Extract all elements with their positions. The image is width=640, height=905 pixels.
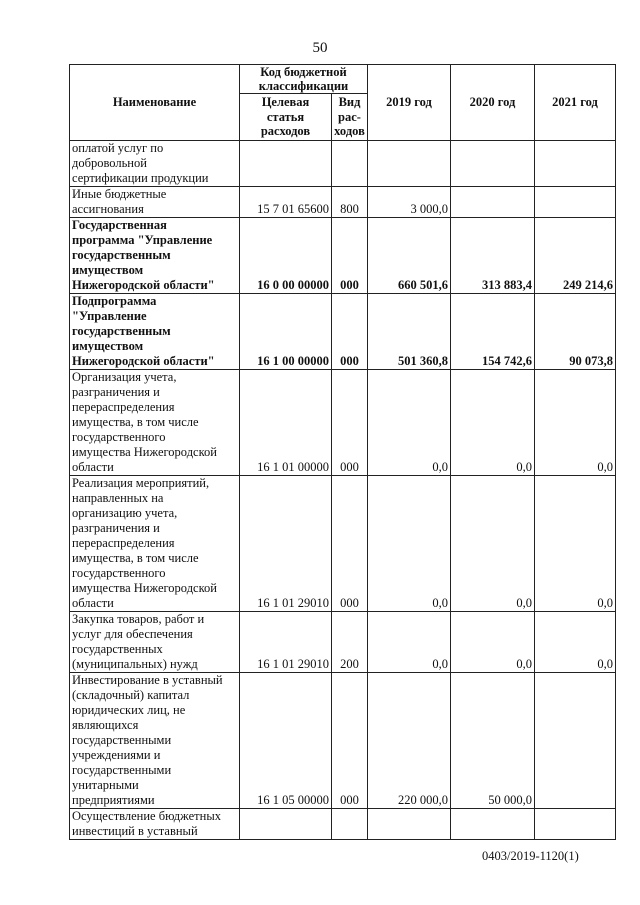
row-2020-cell: 0,0 (451, 476, 535, 612)
row-2021-cell: 0,0 (535, 612, 616, 673)
row-expense-type-cell (332, 809, 368, 840)
table-row (70, 809, 616, 840)
row-expense-type-cell: 800 (332, 187, 368, 218)
row-2021-cell: 0,0 (535, 370, 616, 476)
header-target: Целевая статья расходов (240, 94, 332, 141)
row-target-code-cell: 16 0 00 00000 (240, 218, 332, 294)
row-expense-type-cell: 000 (332, 673, 368, 809)
row-target-code-cell: 15 7 01 65600 (240, 187, 332, 218)
table-row (70, 187, 616, 218)
table-row (70, 294, 616, 370)
table-row (70, 673, 616, 809)
row-expense-type-cell: 000 (332, 218, 368, 294)
row-2019-cell: 501 360,8 (368, 294, 451, 370)
row-name-cell: Реализация мероприятий, направленных на организацию учета, разграничения и перераспределения имущества, в том числе государственного имущества Нижегородской области (70, 476, 240, 612)
row-2021-cell: 249 214,6 (535, 218, 616, 294)
row-expense-type-cell: 000 (332, 476, 368, 612)
header-2020: 2020 год (451, 65, 535, 141)
row-expense-type-cell: 000 (332, 294, 368, 370)
table-row (70, 141, 616, 187)
row-expense-type-cell: 000 (332, 370, 368, 476)
row-2020-cell (451, 141, 535, 187)
row-name-cell: Закупка товаров, работ и услуг для обеспечения государственных (муниципальных) нужд (70, 612, 240, 673)
header-2019: 2019 год (368, 65, 451, 141)
row-target-code-cell: 16 1 01 00000 (240, 370, 332, 476)
row-2019-cell: 0,0 (368, 476, 451, 612)
budget-table (69, 64, 616, 840)
row-2021-cell (535, 673, 616, 809)
row-2019-cell: 3 000,0 (368, 187, 451, 218)
row-target-code-cell: 16 1 01 29010 (240, 476, 332, 612)
header-kbk: Код бюджетной классификации (240, 65, 368, 94)
row-name-cell: Государственная программа "Управление государственным имуществом Нижегородской области" (70, 218, 240, 294)
row-name-cell: Подпрограмма "Управление государственным имуществом Нижегородской области" (70, 294, 240, 370)
row-2019-cell: 0,0 (368, 612, 451, 673)
table-row (70, 370, 616, 476)
header-2021: 2021 год (535, 65, 616, 141)
row-2019-cell: 660 501,6 (368, 218, 451, 294)
row-name-cell: оплатой услуг по добровольной сертификации продукции (70, 141, 240, 187)
row-2020-cell: 154 742,6 (451, 294, 535, 370)
row-2019-cell: 220 000,0 (368, 673, 451, 809)
row-2021-cell (535, 187, 616, 218)
table-row (70, 612, 616, 673)
header-name: Наименование (70, 65, 240, 141)
row-2019-cell (368, 141, 451, 187)
row-2020-cell (451, 187, 535, 218)
row-2021-cell (535, 809, 616, 840)
row-name-cell: Иные бюджетные ассигнования (70, 187, 240, 218)
row-target-code-cell: 16 1 05 00000 (240, 673, 332, 809)
row-expense-type-cell: 200 (332, 612, 368, 673)
row-2020-cell (451, 809, 535, 840)
table-row (70, 218, 616, 294)
row-2019-cell: 0,0 (368, 370, 451, 476)
row-target-code-cell (240, 141, 332, 187)
row-name-cell: Инвестирование в уставный (складочный) капитал юридических лиц, не являющихся государственными учреждениями и государственными унитарными предприятиями (70, 673, 240, 809)
row-2020-cell: 0,0 (451, 370, 535, 476)
row-2021-cell (535, 141, 616, 187)
row-2021-cell: 0,0 (535, 476, 616, 612)
document-code: 0403/2019-1120(1) (482, 849, 579, 863)
row-2020-cell: 313 883,4 (451, 218, 535, 294)
row-target-code-cell: 16 1 00 00000 (240, 294, 332, 370)
row-2020-cell: 50 000,0 (451, 673, 535, 809)
row-expense-type-cell (332, 141, 368, 187)
page-number: 50 (312, 40, 328, 56)
row-target-code-cell (240, 809, 332, 840)
header-expense-type: Вид рас-ходов (332, 94, 368, 141)
row-2019-cell (368, 809, 451, 840)
row-target-code-cell: 16 1 01 29010 (240, 612, 332, 673)
table-row (70, 476, 616, 612)
row-2020-cell: 0,0 (451, 612, 535, 673)
row-2021-cell: 90 073,8 (535, 294, 616, 370)
row-name-cell: Осуществление бюджетных инвестиций в уставный (70, 809, 240, 840)
row-name-cell: Организация учета, разграничения и перераспределения имущества, в том числе государственного имущества Нижегородской области (70, 370, 240, 476)
